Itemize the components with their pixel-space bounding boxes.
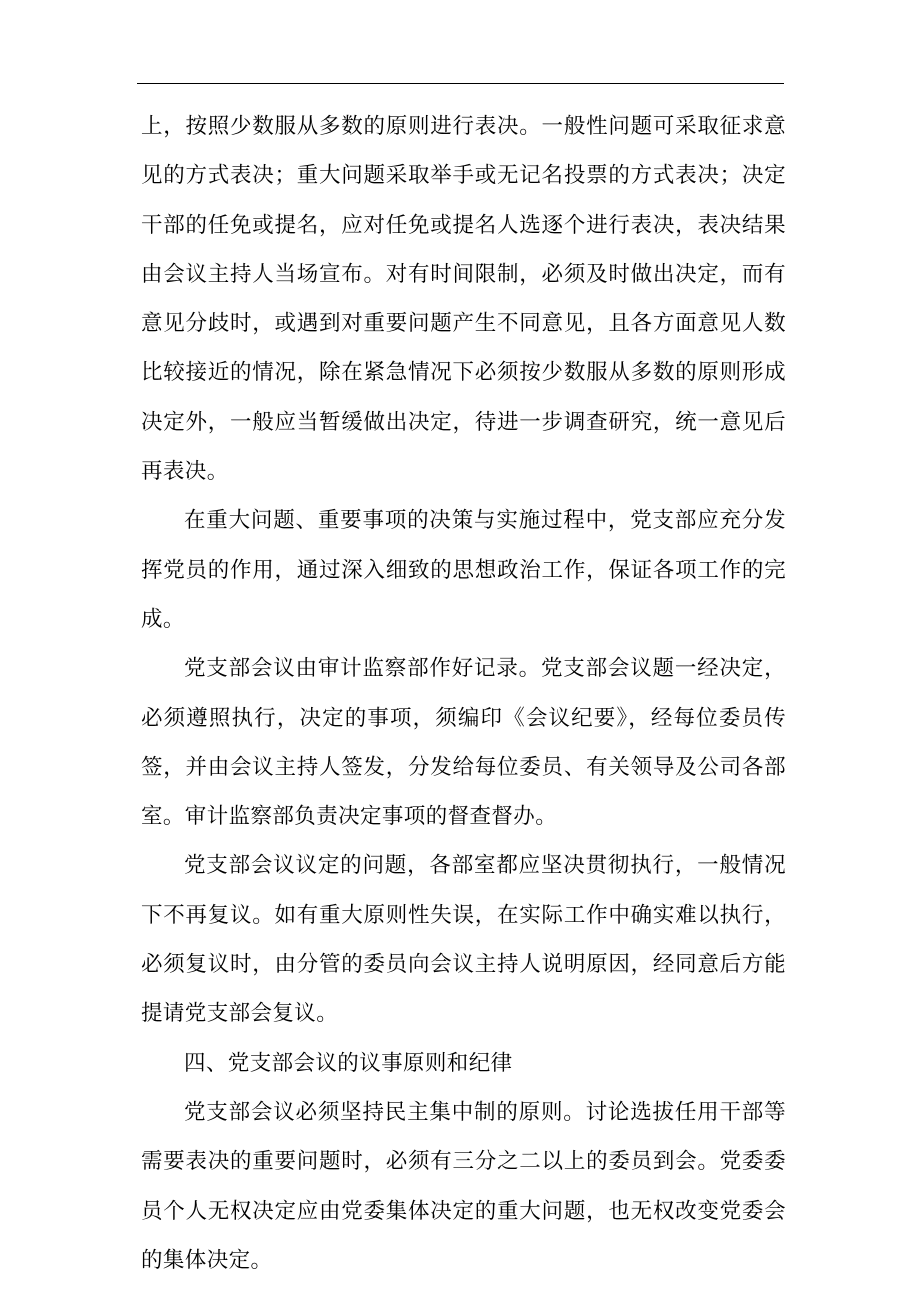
header-rule [137, 83, 784, 84]
paragraph-meeting-records: 党支部会议由审计监察部作好记录。党支部会议题一经决定，必须遵照执行，决定的事项，须编印《会议纪要》，经每位委员传签，并由会议主持人签发，分发给每位委员、有关领导及公司各部室。审计监察部负责决定事项的督查督办。 [141, 656, 786, 830]
paragraph-voting-procedure: 上，按照少数服从多数的原则进行表决。一般性问题可采取征求意见的方式表决；重大问题采取举手或无记名投票的方式表决；决定干部的任免或提名，应对任免或提名人选逐个进行表决，表决结果由会议主持人当场宣布。对有时间限制，必须及时做出决定，而有意见分歧时，或遇到对重要问题产生不同意见，且各方面意见人数比较接近的情况，除在紧急情况下必须按少数服从多数的原则形成决定外，一般应当暂缓做出决定，待进一步调查研究，统一意见后再表决。 [141, 114, 786, 485]
paragraph-reconsideration: 党支部会议议定的问题，各部室都应坚决贯彻执行，一般情况下不再复议。如有重大原则性失误，在实际工作中确实难以执行，必须复议时，由分管的委员向会议主持人说明原因，经同意后方能提请党支部会复议。 [141, 853, 786, 1027]
section-heading-principles: 四、党支部会议的议事原则和纪律 [184, 1050, 513, 1076]
paragraph-party-member-role: 在重大问题、重要事项的决策与实施过程中，党支部应充分发挥党员的作用，通过深入细致的思想政治工作，保证各项工作的完成。 [141, 508, 786, 632]
paragraph-democratic-centralism: 党支部会议必须坚持民主集中制的原则。讨论选拔任用干部等需要表决的重要问题时，必须有三分之二以上的委员到会。党委委员个人无权决定应由党委集体决定的重大问题，也无权改变党委会的集体决定。 [141, 1099, 786, 1273]
document-body [141, 102, 786, 1285]
